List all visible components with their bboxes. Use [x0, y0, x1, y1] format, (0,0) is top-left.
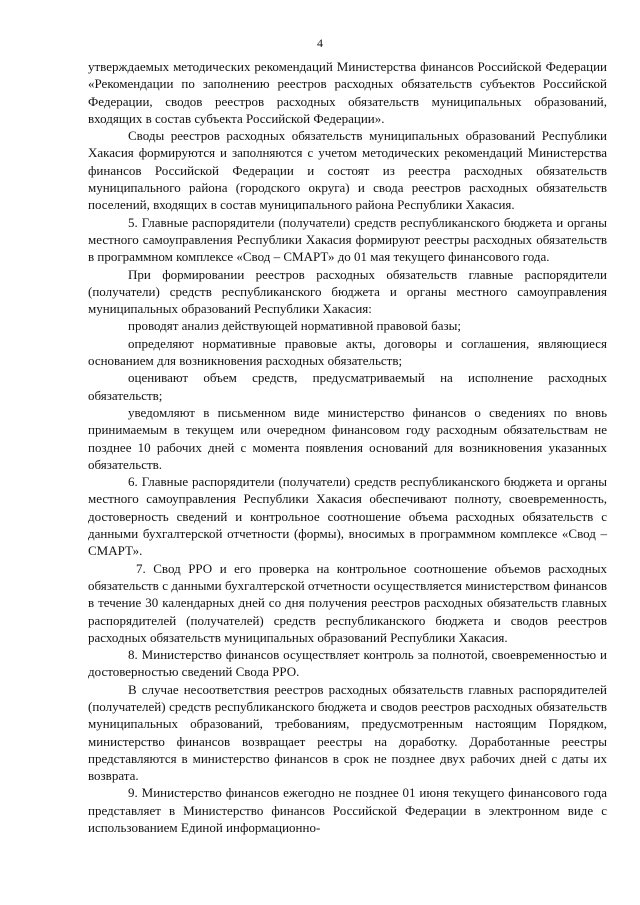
- paragraph-item-8: 8. Министерство финансов осуществляет контроль за полнотой, своевременностью и достоверностью сведений Свода РРО.: [88, 647, 607, 680]
- paragraph-item-7: 7. Свод РРО и его проверка на контрольное соотношение объемов расходных обязательств с данными бухгалтерской отчетности осуществляется министерством финансов в течение 30 календарных дней со дня получения реестров расходных обязательств главных распорядителей (получателей) средств республиканского бюджета и сводов реестров расходных обязательств муниципальных образований Республики Хакасия.: [88, 560, 607, 645]
- paragraph-item-5: 5. Главные распорядители (получатели) средств республиканского бюджета и органы местного самоуправления Республики Хакасия формируют реестры расходных обязательств в программном комплексе «Свод – СМАРТ» до 01 мая текущего финансового года.: [88, 214, 607, 265]
- page-number: 4: [317, 36, 323, 50]
- list-item-notification: уведомляют в письменном виде министерство финансов о сведениях по вновь принимаемым в текущем или очередном финансовом году расходным обязательствам не позднее 10 рабочих дней с момента появления оснований для возникновения указанных обязательств.: [88, 404, 607, 472]
- list-item-analysis: проводят анализ действующей нормативной правовой базы;: [128, 318, 461, 334]
- paragraph-registers-formation: При формировании реестров расходных обязательств главные распорядители (получатели) средств республиканского бюджета и органы местного самоуправления муниципальных образований Республики Хакасия:: [88, 266, 607, 317]
- list-item-legal-acts: определяют нормативные правовые акты, договоры и соглашения, являющиеся основанием для возникновения расходных обязательств;: [88, 335, 607, 369]
- paragraph-item-9: 9. Министерство финансов ежегодно не позднее 01 июня текущего финансового года представляет в Министерство финансов Российской Федерации в электронном виде с использованием Единой информационно-: [88, 785, 607, 836]
- paragraph-mismatch-return: В случае несоответствия реестров расходных обязательств главных распорядителей (получателей) средств республиканского бюджета и сводов реестров расходных обязательств муниципальных образований, требованиям, предусмотренным настоящим Порядком, министерство финансов возвращает реестры на доработку. Доработанные реестры представляются в министерство финансов в срок не позднее двух рабочих дней с даты их возврата.: [88, 681, 607, 784]
- paragraph-municipal-registers: Своды реестров расходных обязательств муниципальных образований Республики Хакасия формируются и заполняются с учетом методических рекомендаций Министерства финансов Российской Федерации и состоят из реестра расходных обязательств муниципального района (городского округа) и свода реестров расходных обязательств поселений, входящих в состав муниципального района Республики Хакасия.: [88, 128, 607, 213]
- paragraph-recommendations-continuation: утверждаемых методических рекомендаций Министерства финансов Российской Федерации «Рекомендации по заполнению реестров расходных обязательств субъектов Российской Федерации, сводов реестров расходных обязательств муниципальных образований, входящих в состав субъекта Российской Федерации».: [88, 59, 607, 126]
- document-body: [88, 58, 607, 836]
- paragraph-item-6: 6. Главные распорядители (получатели) средств республиканского бюджета и органы местного самоуправления Республики Хакасия обеспечивают полноту, своевременность, достоверность сведений и контрольное соотношение объема расходных обязательств с данными бухгалтерской отчетности (формы), вносимых в программном комплексе «Свод – СМАРТ».: [88, 474, 607, 559]
- list-item-assessment: оценивают объем средств, предусматриваемый на исполнение расходных обязательств;: [88, 370, 607, 403]
